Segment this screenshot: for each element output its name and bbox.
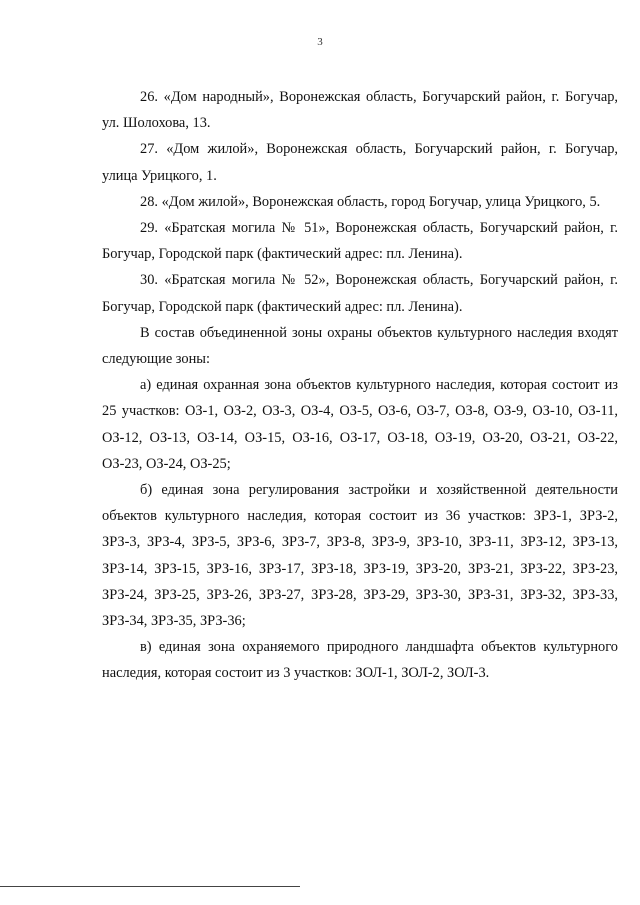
list-item-26: 26. «Дом народный», Воронежская область, Богучарский район, г. Богучар, ул. Шолохова, 13.	[102, 89, 618, 132]
list-item-28: 28. «Дом жилой», Воронежская область, город Богучар, улица Урицкого, 5.	[140, 193, 601, 210]
page-number: 3	[317, 36, 323, 48]
zone-c-paragraph: в) единая зона охраняемого природного ландшафта объектов культурного наследия, которая состоит из 3 участков: ЗОЛ-1, ЗОЛ-2, ЗОЛ-3.	[102, 639, 618, 682]
document-body	[102, 84, 618, 687]
footer-divider	[0, 886, 300, 887]
list-item-30: 30. «Братская могила № 52», Воронежская область, Богучарский район, г. Богучар, Городской парк (фактический адрес: пл. Ленина).	[102, 272, 618, 315]
list-item-29: 29. «Братская могила № 51», Воронежская область, Богучарский район, г. Богучар, Городской парк (фактический адрес: пл. Ленина).	[102, 220, 618, 263]
zone-a-paragraph: а) единая охранная зона объектов культурного наследия, которая состоит из 25 участков: ОЗ-1, ОЗ-2, ОЗ-3, ОЗ-4, ОЗ-5, ОЗ-6, ОЗ-7, ОЗ-8, ОЗ-9, ОЗ-10, ОЗ-11, ОЗ-12, ОЗ-13, ОЗ-14, ОЗ-15, ОЗ-16, ОЗ-17, ОЗ-18, ОЗ-19, ОЗ-20, ОЗ-21, ОЗ-22, ОЗ-23, ОЗ-24, ОЗ-25;	[102, 377, 618, 472]
list-item-27: 27. «Дом жилой», Воронежская область, Богучарский район, г. Богучар, улица Урицкого, 1.	[102, 141, 618, 184]
zones-intro-paragraph: В состав объединенной зоны охраны объектов культурного наследия входят следующие зоны:	[102, 324, 618, 368]
zone-b-paragraph: б) единая зона регулирования застройки и хозяйственной деятельности объектов культурного наследия, которая состоит из 36 участков: ЗРЗ-1, ЗРЗ-2, ЗРЗ-3, ЗРЗ-4, ЗРЗ-5, ЗРЗ-6, ЗРЗ-7, ЗРЗ-8, ЗРЗ-9, ЗРЗ-10, ЗРЗ-11, ЗРЗ-12, ЗРЗ-13, ЗРЗ-14, ЗРЗ-15, ЗРЗ-16, ЗРЗ-17, ЗРЗ-18, ЗРЗ-19, ЗРЗ-20, ЗРЗ-21, ЗРЗ-22, ЗРЗ-23, ЗРЗ-24, ЗРЗ-25, ЗРЗ-26, ЗРЗ-27, ЗРЗ-28, ЗРЗ-29, ЗРЗ-30, ЗРЗ-31, ЗРЗ-32, ЗРЗ-33, ЗРЗ-34, ЗРЗ-35, ЗРЗ-36;	[102, 482, 618, 630]
